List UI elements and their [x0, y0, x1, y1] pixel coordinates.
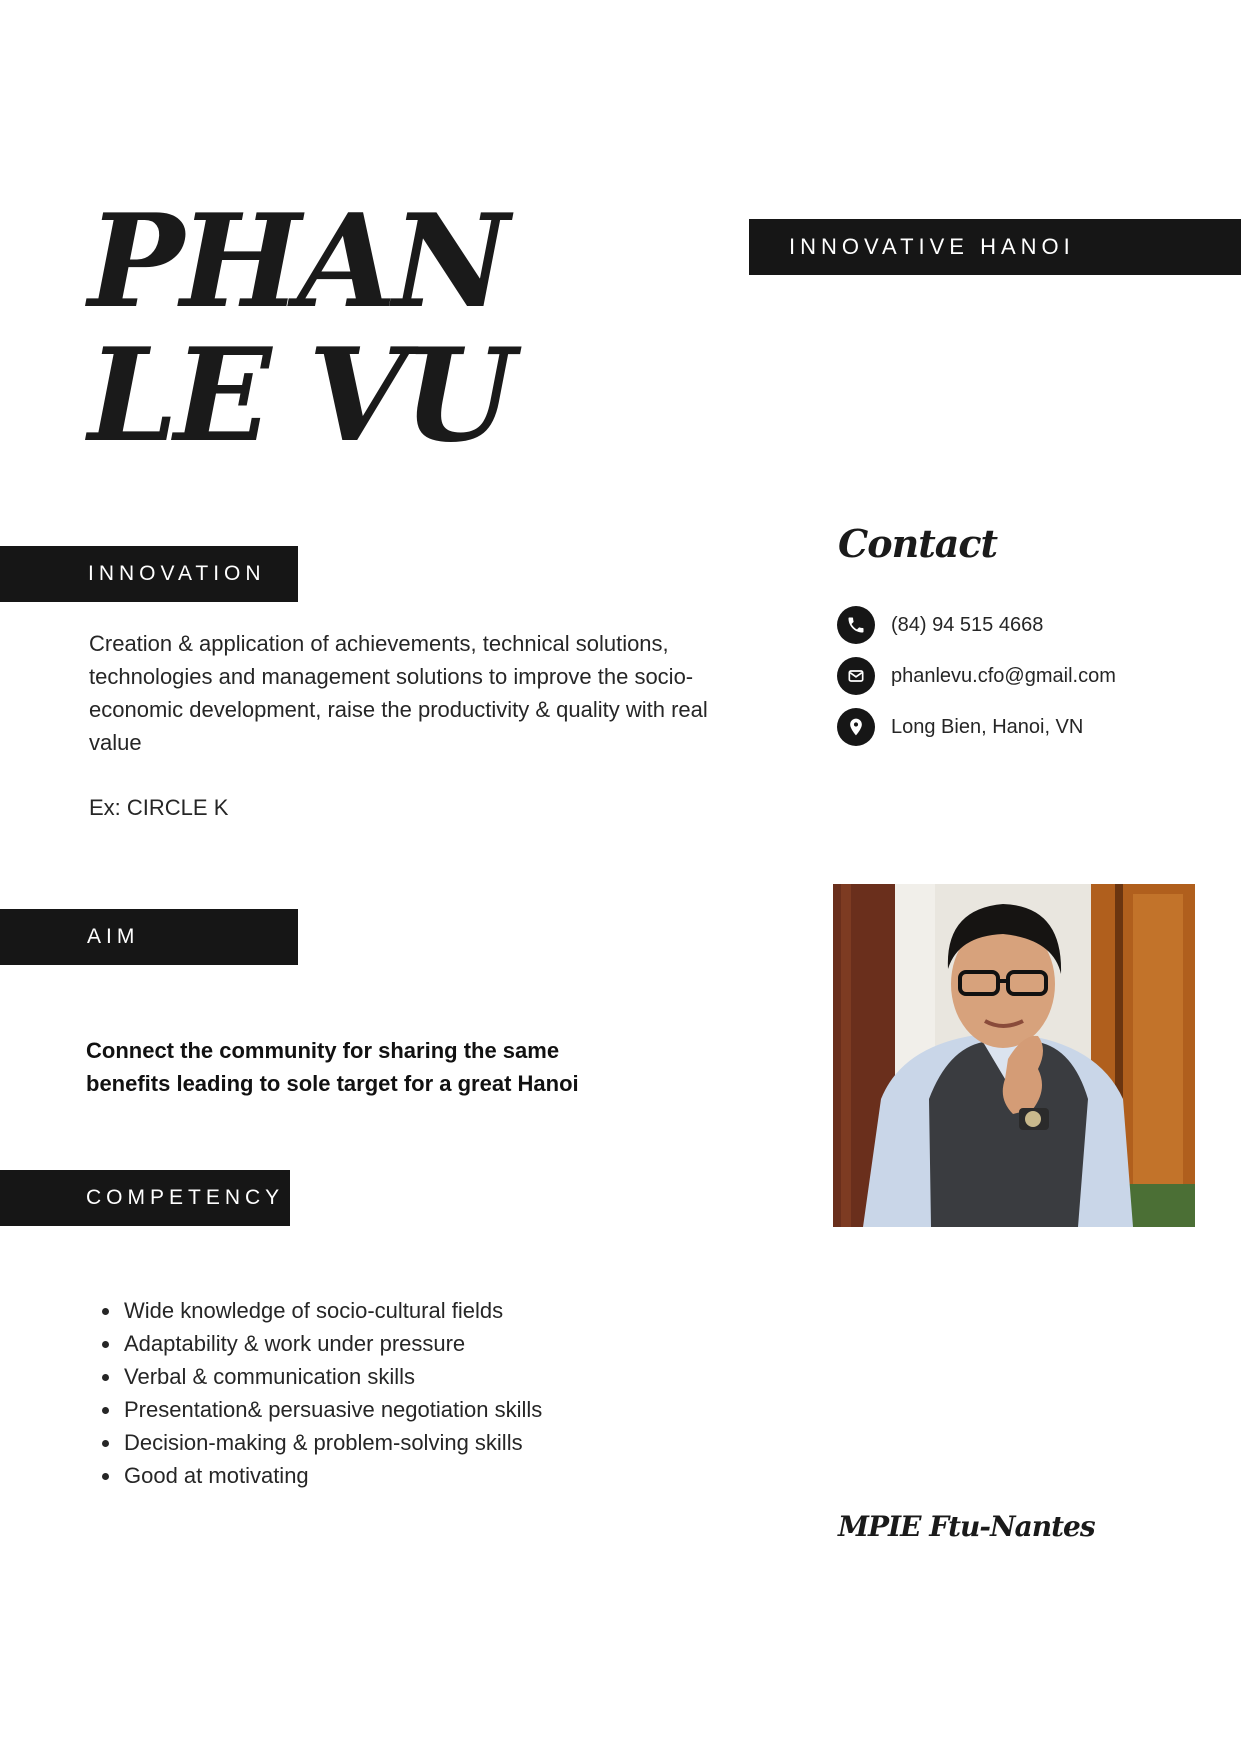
- tagline-text: INNOVATIVE HANOI: [789, 234, 1075, 259]
- competency-item: • Decision-making & problem-solving skills: [122, 1426, 722, 1459]
- tagline-banner: [749, 219, 1241, 275]
- contact-location-row[interactable]: [837, 708, 1083, 746]
- competency-item: • Adaptability & work under pressure: [122, 1327, 722, 1360]
- competency-item: • Wide knowledge of socio-cultural fields: [122, 1294, 722, 1327]
- envelope-icon: [837, 657, 875, 695]
- competency-item: • Presentation& persuasive negotiation skills: [122, 1393, 722, 1426]
- innovation-description: Creation & application of achievements, technical solutions, technologies and management solutions to improve the socio-economic development, raise the productivity & quality with real value: [89, 631, 708, 755]
- contact-email-text: phanlevu.cfo@gmail.com: [891, 664, 1116, 687]
- contact-location-text: Long Bien, Hanoi, VN: [891, 715, 1084, 738]
- competency-item: • Verbal & communication skills: [122, 1360, 722, 1393]
- name-second-line: LE VU: [88, 321, 512, 471]
- footer-signature: MPIE Ftu-Nantes: [838, 1510, 1095, 1543]
- competency-list: [94, 1294, 722, 1492]
- contact-phone-text: (84) 94 515 4668: [891, 613, 1044, 636]
- contact-phone-row[interactable]: [837, 606, 1043, 644]
- competency-section-heading: [0, 1170, 290, 1226]
- innovation-example: Ex: CIRCLE K: [89, 795, 229, 820]
- aim-heading-text: AIM: [87, 925, 140, 948]
- phone-icon: [837, 606, 875, 644]
- location-pin-icon: [837, 708, 875, 746]
- competency-item: • Good at motivating: [122, 1459, 722, 1492]
- aim-statement: Connect the community for sharing the same benefits leading to sole target for a great Hanoi: [86, 1038, 579, 1096]
- contact-email-row[interactable]: [837, 657, 1116, 695]
- innovation-section-heading: [0, 546, 298, 602]
- contact-heading: Contact: [838, 521, 998, 566]
- aim-section-heading: [0, 909, 298, 965]
- profile-photo: [833, 884, 1195, 1227]
- innovation-heading-text: INNOVATION: [88, 562, 266, 585]
- competency-heading-text: COMPETENCY: [86, 1186, 285, 1209]
- name-first-line: PHAN: [88, 187, 506, 337]
